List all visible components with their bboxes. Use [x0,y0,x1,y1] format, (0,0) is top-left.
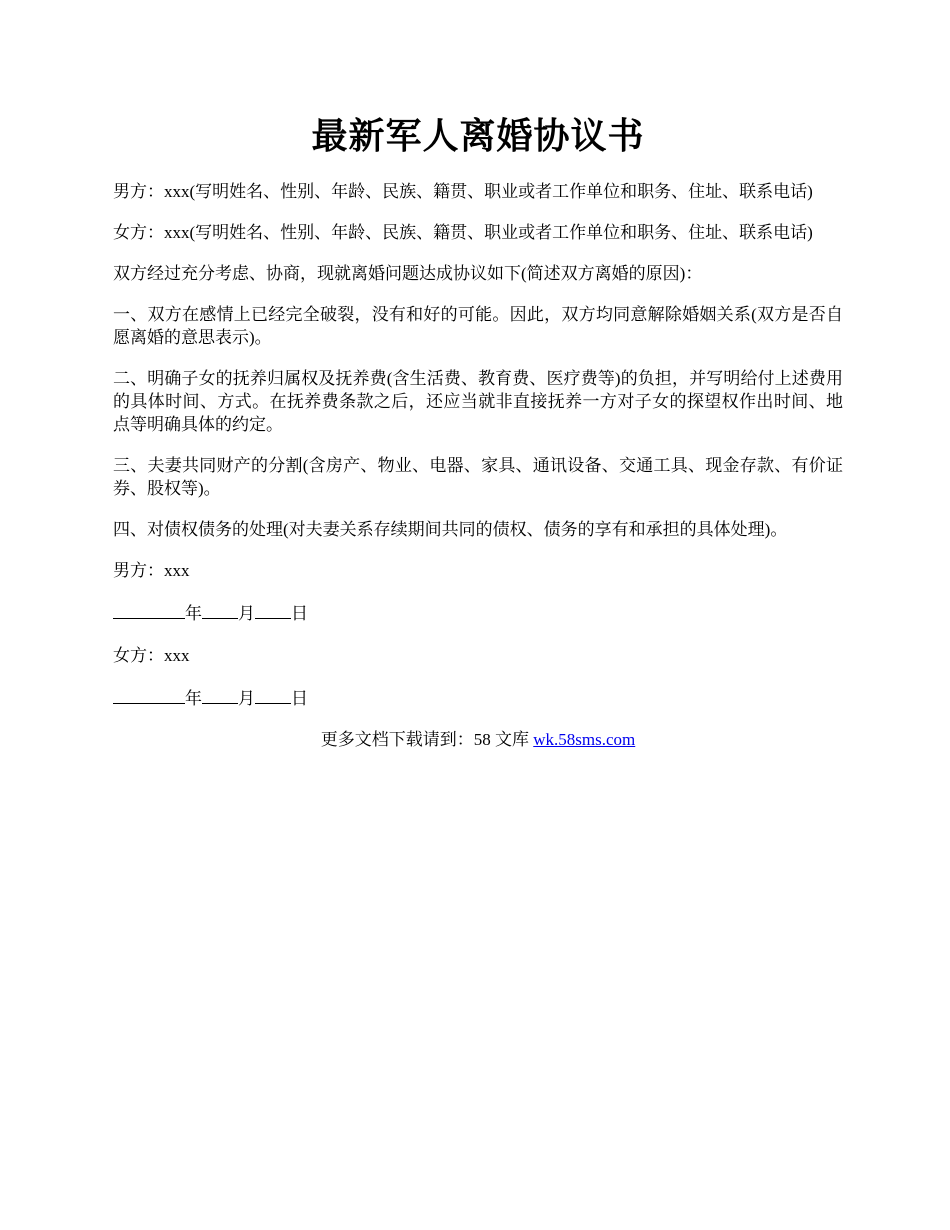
male-signature-date [113,601,843,625]
footer [113,728,843,751]
female-signature-date [113,686,843,710]
agreement-intro-paragraph: 双方经过充分考虑、协商，现就离婚问题达成协议如下(简述双方离婚的原因)： [113,264,703,283]
day-blank [255,686,291,704]
year-label: 年 [185,689,202,708]
clause-three-paragraph: 三、夫妻共同财产的分割(含房产、物业、电器、家具、通讯设备、交通工具、现金存款、有价证券、股权等)。 [113,456,843,498]
month-label: 月 [238,689,255,708]
year-blank [113,686,185,704]
month-blank [202,601,238,619]
day-blank [255,601,291,619]
female-party-paragraph: 女方：xxx(写明姓名、性别、年龄、民族、籍贯、职业或者工作单位和职务、住址、联系电话) [113,223,813,242]
clause-two-paragraph: 二、明确子女的抚养归属权及抚养费(含生活费、教育费、医疗费等)的负担，并写明给付上述费用的具体时间、方式。在抚养费条款之后，还应当就非直接抚养一方对子女的探望权作出时间、地点等明确具体的约定。 [113,369,843,434]
year-blank [113,601,185,619]
footer-link[interactable]: wk.58sms.com [533,730,636,749]
male-party-paragraph: 男方：xxx(写明姓名、性别、年龄、民族、籍贯、职业或者工作单位和职务、住址、联系电话) [113,182,813,201]
footer-text: 更多文档下载请到：58 文库 [320,730,534,749]
day-label: 日 [291,604,308,623]
day-label: 日 [291,689,308,708]
female-signature: 女方：xxx [113,646,190,665]
clause-one-paragraph: 一、双方在感情上已经完全破裂，没有和好的可能。因此，双方均同意解除婚姻关系(双方是否自愿离婚的意思表示)。 [113,305,843,347]
male-signature: 男方：xxx [113,561,190,580]
document-page [113,112,843,751]
year-label: 年 [185,604,202,623]
month-blank [202,686,238,704]
month-label: 月 [238,604,255,623]
clause-four-paragraph: 四、对债权债务的处理(对夫妻关系存续期间共同的债权、债务的享有和承担的具体处理)。 [113,520,788,539]
document-title: 最新军人离婚协议书 [311,116,645,156]
